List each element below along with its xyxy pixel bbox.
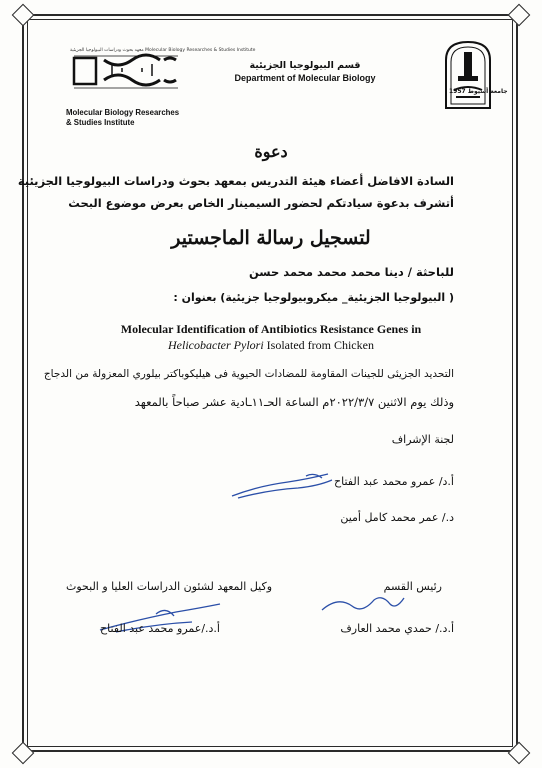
signature-member-1 — [228, 468, 338, 504]
invitation-line: أتشرف بدعوة سيادتكم لحضور السيمينار الخاص بعرض موضوع البحث — [68, 196, 454, 210]
addressee-line: السادة الافاضل أعضاء هيئة التدريس بمعهد بحوث ودراسات البيولوجيا الجزيئية — [17, 174, 454, 188]
department-head-name: أ.د./ حمدي محمد العارف — [340, 622, 454, 635]
department-name-ar: قسم البيولوجيا الجزيئية — [249, 60, 361, 71]
institute-logo-caption: معهد بحوث ودراسات البيولوجيا الجزيئية Molecular Biology Researches & Studies Institute — [70, 48, 256, 53]
vice-dean-name: أ.د./عمرو محمد عبد الفتاح — [100, 622, 220, 635]
researcher-name: للباحثة / دينا محمد محمد محمد حسن — [248, 265, 454, 279]
university-logo-icon — [440, 38, 496, 110]
inner-border — [27, 19, 513, 747]
vice-dean-title: وكيل المعهد لشئون الدراسات العليا و البحوث — [66, 580, 273, 593]
thesis-title-en-line2: Helicobacter Pylori Isolated from Chicken — [168, 338, 374, 352]
signature-department-head — [318, 590, 408, 618]
thesis-title-en-line1: Molecular Identification of Antibiotics Resistance Genes in — [120, 322, 422, 336]
university-logo-caption: جامعة أسيوط 1957 — [449, 88, 508, 95]
organism-name: Helicobacter Pylori — [168, 338, 264, 352]
thesis-headline: لتسجيل رسالة الماجستير — [171, 227, 371, 249]
department-name-en: Department of Molecular Biology — [234, 73, 376, 83]
institute-name: Molecular Biology Researches & Studies Institute — [66, 108, 180, 127]
invitation-title: دعوة — [254, 142, 288, 161]
specialization-line: ( البيولوجيا الجزيئية_ ميكروبيولوجيا جزيئية) بعنوان : — [173, 291, 454, 304]
thesis-title-ar: التحديد الجزيئى للجينات المقاومة للمضادات الحيوية فى هيليكوباكتر بيلوري المعزولة من الدجاج — [43, 368, 454, 380]
department-head-title: رئيس القسم — [383, 580, 442, 593]
date-line: وذلك يوم الاثنين ٢٠٢٢/٣/٧م الساعة الحـ١١ـادية عشر صباحاً بالمعهد — [134, 395, 454, 409]
committee-member-1: أ.د/ عمرو محمد عبد الفتاح — [334, 475, 454, 488]
committee-member-2: د./ عمر محمد كامل أمين — [340, 511, 454, 524]
committee-title: لجنة الإشراف — [391, 433, 454, 446]
